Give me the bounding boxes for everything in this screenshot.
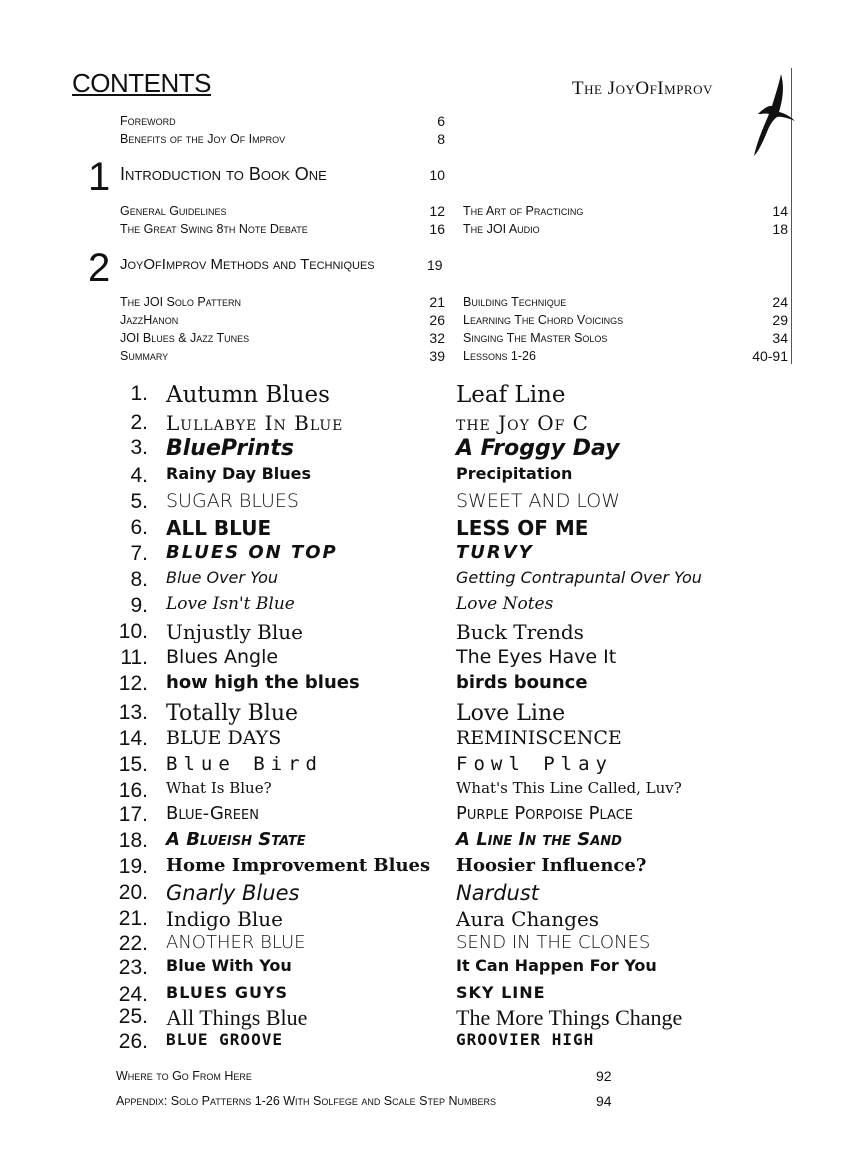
lesson-title-blues[interactable]: Autumn Blues (166, 382, 330, 408)
lesson-number: 11. (120, 646, 148, 669)
lesson-number: 3. (130, 436, 148, 459)
lesson-title-line[interactable]: SEND IN THE CLONES (456, 932, 651, 953)
lesson-title-blues[interactable]: BluePrints (166, 436, 295, 461)
lesson-title-blues[interactable]: Unjustly Blue (166, 620, 303, 644)
lesson-title-blues[interactable]: What Is Blue? (166, 779, 272, 797)
lesson-number: 12. (118, 672, 148, 695)
toc-foreword[interactable]: Foreword (120, 114, 176, 128)
lesson-number: 7. (130, 542, 148, 565)
lesson-number: 4. (130, 464, 148, 487)
toc-chord-voicings-page: 29 (772, 312, 788, 328)
lesson-title-line[interactable]: GROOVIER HIGH (456, 1030, 595, 1049)
lesson-title-blues[interactable]: Blues Angle (166, 646, 279, 668)
lesson-title-line[interactable]: Aura Changes (456, 907, 600, 931)
toc-building-technique-page: 24 (772, 294, 788, 310)
lesson-number: 25. (118, 1005, 148, 1028)
lesson-title-blues[interactable]: Blue Bird (166, 753, 323, 775)
lesson-title-line[interactable]: LESS OF ME (456, 516, 589, 540)
toc-appendix[interactable]: Appendix: Solo Patterns 1-26 With Solfege and Scale Step Numbers (116, 1094, 496, 1108)
lesson-title-blues[interactable]: Blue-Green (166, 803, 259, 824)
lesson-title-line[interactable]: Nardust (456, 881, 540, 905)
lesson-title-line[interactable]: The Eyes Have It (456, 646, 617, 668)
lesson-number: 1. (130, 382, 148, 405)
lesson-title-blues[interactable]: Rainy Day Blues (166, 464, 312, 483)
lesson-title-line[interactable]: the Joy Of C (456, 411, 589, 435)
lesson-title-line[interactable]: Precipitation (456, 464, 573, 483)
lesson-title-blues[interactable]: BLUE DAYS (166, 727, 282, 749)
toc-summary-page: 39 (429, 348, 445, 364)
lesson-number: 21. (118, 907, 148, 930)
lesson-title-blues[interactable]: Love Isn't Blue (166, 594, 295, 614)
lesson-title-line[interactable]: Getting Contrapuntal Over You (456, 568, 702, 587)
lesson-number: 9. (130, 594, 148, 617)
lesson-title-blues[interactable]: Gnarly Blues (166, 881, 300, 905)
lesson-title-blues[interactable]: Totally Blue (166, 701, 299, 726)
lesson-title-line[interactable]: It Can Happen For You (456, 956, 657, 975)
chapter-2-number: 2 (88, 246, 111, 290)
chapter-2-title[interactable]: JoyOfImprov Methods and Techniques (120, 256, 375, 273)
lesson-title-line[interactable]: A Froggy Day (456, 436, 620, 461)
toc-benefits[interactable]: Benefits of the Joy Of Improv (120, 132, 286, 146)
lesson-title-line[interactable]: REMINISCENCE (456, 727, 622, 749)
toc-where-to-go-page: 92 (596, 1068, 612, 1084)
toc-chord-voicings[interactable]: Learning The Chord Voicings (463, 313, 624, 327)
lesson-title-blues[interactable]: Home Improvement Blues (166, 855, 431, 876)
lesson-number: 2. (130, 411, 148, 434)
toc-building-technique[interactable]: Building Technique (463, 295, 567, 309)
lesson-number: 14. (118, 727, 148, 750)
lesson-title-blues[interactable]: BLUE GROOVE (166, 1030, 283, 1049)
chapter-1-title[interactable]: Introduction to Book One (120, 164, 327, 184)
chapter-1-number: 1 (88, 155, 111, 199)
toc-summary[interactable]: Summary (120, 349, 169, 363)
toc-benefits-page: 8 (437, 131, 445, 147)
toc-jazzhanon[interactable]: JazzHanon (120, 313, 179, 327)
lesson-title-line[interactable]: SKY LINE (456, 983, 546, 1002)
lesson-title-line[interactable]: Buck Trends (456, 620, 584, 644)
toc-master-solos[interactable]: Singing The Master Solos (463, 331, 608, 345)
lesson-title-line[interactable]: birds bounce (456, 672, 588, 693)
lesson-title-blues[interactable]: SUGAR BLUES (166, 490, 299, 512)
lesson-number: 10. (118, 620, 148, 643)
lesson-number: 26. (118, 1030, 148, 1053)
lesson-title-line[interactable]: TURVY (456, 542, 534, 563)
lesson-number: 6. (130, 516, 148, 539)
lesson-title-blues[interactable]: All Things Blue (166, 1005, 308, 1030)
toc-general-guidelines[interactable]: General Guidelines (120, 204, 227, 218)
toc-solo-pattern[interactable]: The JOI Solo Pattern (120, 295, 242, 309)
lesson-title-blues[interactable]: Blue With You (166, 956, 292, 975)
lesson-number: 13. (118, 701, 148, 724)
lesson-title-line[interactable]: What's This Line Called, Luv? (456, 779, 682, 797)
lesson-number: 17. (118, 803, 148, 826)
toc-lessons-page: 40-91 (752, 348, 788, 364)
chapter-1-page: 10 (429, 167, 445, 183)
toc-appendix-page: 94 (596, 1093, 612, 1109)
lesson-title-line[interactable]: Hoosier Influence? (456, 855, 647, 876)
lesson-title-line[interactable]: Leaf Line (456, 382, 566, 408)
toc-jazzhanon-page: 26 (429, 312, 445, 328)
toc-swing-debate-page: 16 (429, 221, 445, 237)
toc-solo-pattern-page: 21 (429, 294, 445, 310)
lesson-number: 20. (118, 881, 148, 904)
toc-art-of-practicing-page: 14 (772, 203, 788, 219)
toc-joi-audio[interactable]: The JOI Audio (463, 222, 540, 236)
lesson-title-line[interactable]: Purple Porpoise Place (456, 803, 633, 824)
lesson-title-blues[interactable]: ANOTHER BLUE (166, 932, 306, 953)
lesson-number: 24. (118, 983, 148, 1006)
toc-joi-audio-page: 18 (772, 221, 788, 237)
lesson-title-blues[interactable]: BLUES GUYS (166, 983, 289, 1002)
brand-title: The JoyOfImprov (572, 78, 713, 99)
toc-general-guidelines-page: 12 (429, 203, 445, 219)
lesson-title-blues[interactable]: ALL BLUE (166, 516, 272, 540)
bird-logo-icon (748, 72, 798, 158)
lesson-title-blues[interactable]: Lullabye In Blue (166, 411, 344, 435)
lesson-title-line[interactable]: Love Line (456, 701, 566, 726)
lesson-number: 22. (118, 932, 148, 955)
lesson-title-line[interactable]: SWEET AND LOW (456, 490, 621, 512)
toc-lessons[interactable]: Lessons 1-26 (463, 349, 536, 363)
toc-swing-debate[interactable]: The Great Swing 8th Note Debate (120, 222, 308, 236)
lesson-title-blues[interactable]: Blue Over You (166, 568, 279, 587)
lesson-title-blues[interactable]: BLUES ON TOP (166, 542, 338, 563)
chapter-2-page: 19 (427, 257, 443, 273)
lesson-number: 23. (118, 956, 148, 979)
toc-blues-jazz-tunes[interactable]: JOI Blues & Jazz Tunes (120, 331, 250, 345)
page-title: CONTENTS (72, 68, 211, 98)
toc-foreword-page: 6 (437, 113, 445, 129)
lesson-title-line[interactable]: Fowl Play (456, 753, 613, 775)
lesson-number: 8. (130, 568, 148, 591)
lesson-number: 5. (130, 490, 148, 513)
toc-art-of-practicing[interactable]: The Art of Practicing (463, 204, 584, 218)
toc-blues-jazz-tunes-page: 32 (429, 330, 445, 346)
lesson-title-line[interactable]: The More Things Change (456, 1005, 683, 1030)
lesson-title-line[interactable]: Love Notes (456, 594, 554, 614)
lesson-title-blues[interactable]: Indigo Blue (166, 907, 283, 931)
lesson-number: 18. (118, 829, 148, 852)
toc-where-to-go[interactable]: Where to Go From Here (116, 1069, 252, 1083)
lesson-title-line[interactable]: A Line In the Sand (456, 829, 622, 850)
lesson-number: 15. (118, 753, 148, 776)
lesson-number: 19. (118, 855, 148, 878)
lesson-title-blues[interactable]: how high the blues (166, 672, 360, 693)
lesson-title-blues[interactable]: A Blueish State (166, 829, 306, 850)
lesson-number: 16. (118, 779, 148, 802)
toc-master-solos-page: 34 (772, 330, 788, 346)
